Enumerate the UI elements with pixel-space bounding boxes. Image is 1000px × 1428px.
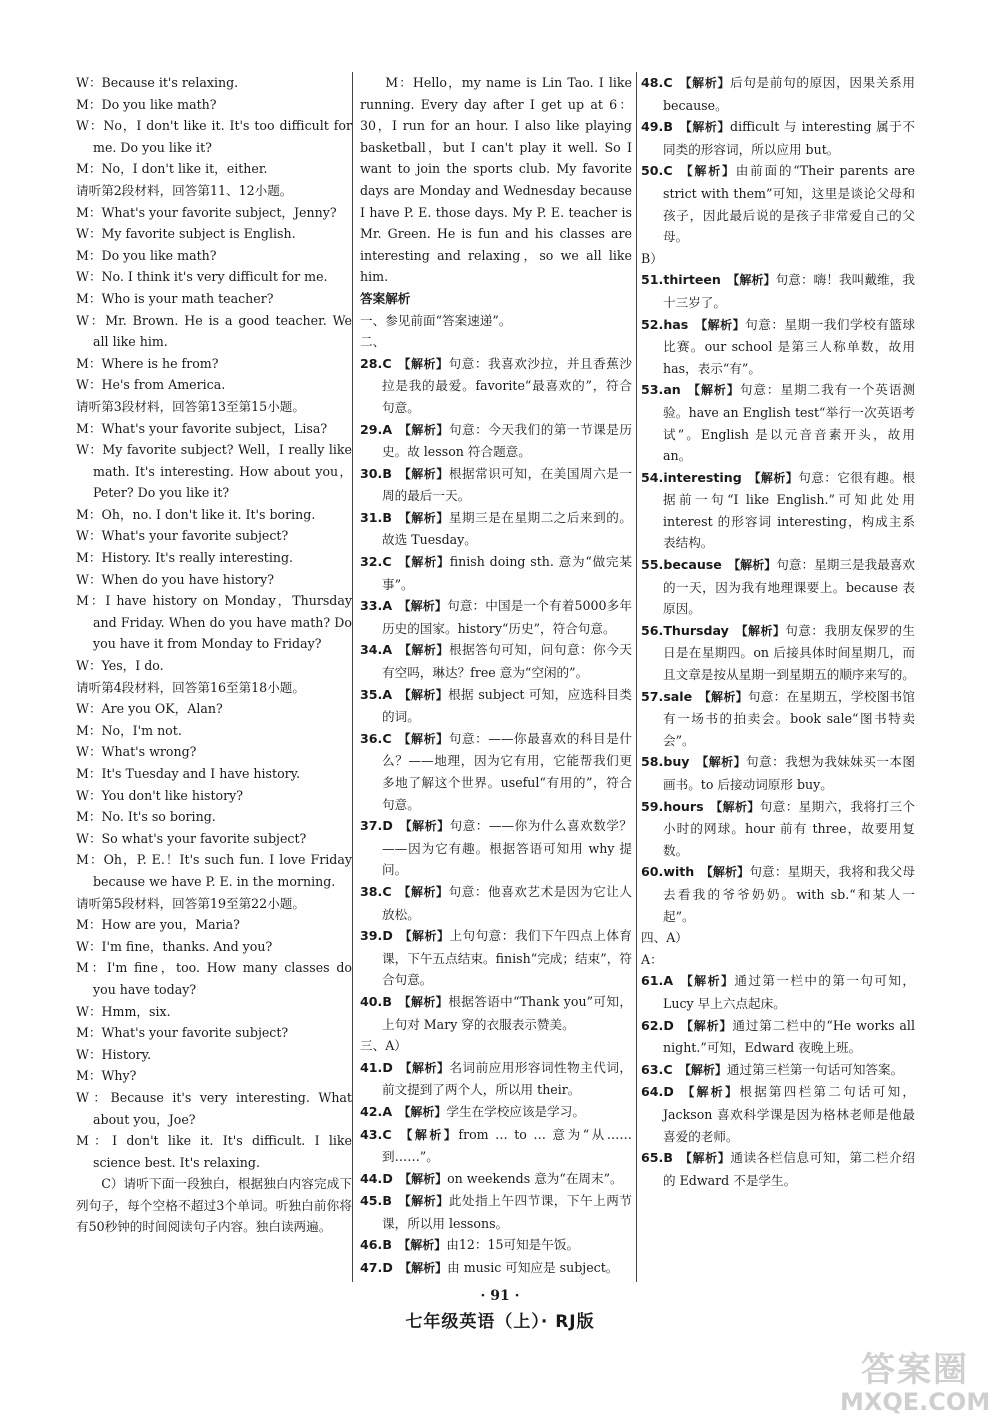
answer-explanation: 根据 subject 可知，应选科目类的词。 xyxy=(382,686,632,725)
dialogue-line: M：Where is he from? xyxy=(76,355,219,371)
answer-number: 50. xyxy=(641,163,664,179)
answer-list-48-50 xyxy=(641,72,915,248)
answer-number: 43. xyxy=(360,1126,383,1142)
answer-explanation: 句意：今天我们的第一节课是历史。故 lesson 符合题意。 xyxy=(382,421,632,460)
dialogue-line: W：What's your favorite subject? xyxy=(76,528,289,544)
dialogue-line: M：Who is your math teacher? xyxy=(76,290,274,306)
answer-number: 59. xyxy=(641,798,664,814)
dialogue-line: M：How are you，Maria? xyxy=(76,917,240,933)
analysis-tag: 【解析】 xyxy=(679,1151,731,1166)
analysis-tag: 【解析】 xyxy=(687,383,740,398)
answer-explanation: 通过第一栏中的第一句可知，Lucy 早上六点起床。 xyxy=(663,973,915,1011)
analysis-tag: 【解析】 xyxy=(398,1194,449,1209)
answer-item xyxy=(360,815,632,881)
book-title: 七年级英语（上）· RJ版 xyxy=(405,1312,595,1332)
answer-explanation: 句意：星期一我们学校有篮球比赛。our school 是第三人称单数，故用 has，表示“有”。 xyxy=(663,316,915,376)
section-instruction: 请听第2段材料，回答第11、12小题。 xyxy=(76,182,293,198)
dialogue-line: M：History. It's really interesting. xyxy=(76,550,294,566)
answer-choice: sale xyxy=(663,688,693,704)
answer-number: 61. xyxy=(641,973,664,989)
analysis-tag: 【解析】 xyxy=(398,599,448,614)
answer-explanation: difficult 与 interesting 属于不同类的形容词，所以应用 but。 xyxy=(663,119,915,157)
dialogue-line: W：No，I don't like it. It's too difficult for me. Do you like it? xyxy=(76,118,352,155)
answer-explanation: 句意：——你为什么喜欢数学？——因为它有趣。根据答语可知用 why 提问。 xyxy=(382,818,632,878)
answer-choice: thirteen xyxy=(663,272,721,288)
dialogue-line: W：Because it's relaxing. xyxy=(76,75,239,90)
answer-item xyxy=(641,1059,915,1082)
answer-number: 56. xyxy=(641,622,664,638)
answer-number: 49. xyxy=(641,119,664,135)
analysis-tag: 【解析】 xyxy=(698,689,748,704)
dialogue-line: M：Do you like math? xyxy=(76,247,217,263)
answer-number: 32. xyxy=(360,554,383,570)
dialogue-line: W：No. I think it's very difficult for me. xyxy=(76,269,328,285)
analysis-tag: 【解析】 xyxy=(397,731,449,746)
answer-item xyxy=(641,796,915,862)
analysis-tag: 【解析】 xyxy=(678,164,736,179)
answer-explanation: from … to … 意为“从……到……”。 xyxy=(382,1126,632,1165)
analysis-tag: 【解析】 xyxy=(700,865,750,880)
analysis-tag: 【解析】 xyxy=(694,317,746,332)
section-two-label: 二、 xyxy=(360,334,386,350)
answer-number: 28. xyxy=(360,355,383,371)
dialogue-line: W：When do you have history? xyxy=(76,571,274,587)
answer-item xyxy=(641,620,915,686)
dialogue-line: M：No，I'm not. xyxy=(76,722,182,738)
answer-item xyxy=(641,970,915,1014)
analysis-tag: 【解析】 xyxy=(398,510,449,525)
answer-explanation: 句意：他喜欢艺术是因为它让人放松。 xyxy=(382,883,632,922)
answer-explanation: 此处指上午四节课，下午上两节课，所以用 lessons。 xyxy=(382,1193,632,1231)
answer-explanation: 根据常识可知，在美国周六是一周的最后一天。 xyxy=(382,465,632,504)
answer-number: 54. xyxy=(641,469,664,485)
section-three-a-label: 三、A） xyxy=(360,1038,407,1054)
answer-explanation: 通过第三栏第一句话可知答案。 xyxy=(726,1061,904,1077)
watermark-bottom-text: MXQE.COM xyxy=(840,1388,991,1416)
answer-item xyxy=(360,728,632,815)
section-instruction: 请听第4段材料，回答第16至第18小题。 xyxy=(76,679,305,695)
answer-item xyxy=(360,925,632,991)
column-divider-left xyxy=(352,72,353,1282)
answer-explanation: 上句句意：我们下午四点上体育课，下午五点结束。finish“完成；结束”，符合句意。 xyxy=(382,928,632,988)
dialogue-line: M：What's your favorite subject? xyxy=(76,1025,289,1041)
answer-explanation: 句意：星期六，我将打三个小时的网球。hour 前有 three，故要用复数。 xyxy=(663,798,915,858)
answer-analysis-heading: 答案解析 xyxy=(360,290,411,306)
answer-choice: D xyxy=(663,1017,674,1033)
dialogue-line: W：I'm fine，thanks. And you? xyxy=(76,938,273,954)
answer-explanation: 句意：嗨！我叫戴维，我十三岁了。 xyxy=(663,272,915,310)
dialogue-line: M：It's Tuesday and I have history. xyxy=(76,766,301,781)
answer-choice: C xyxy=(382,730,392,746)
answer-item xyxy=(641,1147,915,1191)
answer-explanation: 通过第二栏中的“He works all night.”可知，Edward 夜晚上班。 xyxy=(663,1017,915,1056)
answer-choice: C xyxy=(663,1061,673,1077)
analysis-tag: 【解析】 xyxy=(397,1127,459,1142)
column-middle xyxy=(360,72,632,1280)
answer-list-61-65 xyxy=(641,970,915,1191)
answer-explanation: 句意：——你最喜欢的科目是什么？——地理，因为它有用，它能帮我们更多地了解这个世界。useful“有用的”，符合句意。 xyxy=(382,730,632,812)
answer-choice: A xyxy=(382,421,393,437)
dialogue-line: M：Oh，P. E.！It's such fun. I love Friday because we have P. E. in the morning. xyxy=(76,852,352,889)
answer-choice: C xyxy=(663,163,673,179)
analysis-tag: 【解析】 xyxy=(399,1171,448,1186)
answer-explanation: 由12：15可知是午饭。 xyxy=(446,1237,580,1253)
dialogue-line: W：So what's your favorite subject? xyxy=(76,830,307,846)
answer-number: 62. xyxy=(641,1017,664,1033)
dialogue-line: W：Because it's very interesting. What about you，Joe? xyxy=(76,1089,352,1127)
answer-choice: D xyxy=(382,1260,393,1276)
answer-choice: A xyxy=(382,598,393,614)
monologue-text: M：Hello，my name is Lin Tao. I like running. Every day after I get up at 6：30，I run for an hour. I also like playing basketball，but I can't play it well. So I want to join the sports club. My favorite days are Monday and Wednesday because I have P. E. those days. My P. E. teacher is Mr. Green. He is fun and his classes are interesting and relaxing，so we all like him. xyxy=(360,75,632,285)
section-one-note: 一、参见前面“答案速递”。 xyxy=(360,312,512,328)
answer-explanation: 句意：它很有趣。根据前一句“I like English.”可知此处用 interest 的形容词 interesting，构成主系表结构。 xyxy=(663,469,915,551)
answer-choice: C xyxy=(382,1126,392,1142)
answer-choice: B xyxy=(382,1193,392,1209)
answer-explanation: finish doing sth. 意为“做完某事”。 xyxy=(382,554,632,592)
analysis-tag: 【解析】 xyxy=(399,1261,448,1276)
analysis-tag: 【解析】 xyxy=(398,422,449,437)
answer-choice: D xyxy=(382,1170,393,1186)
answer-choice: B xyxy=(382,1237,392,1253)
analysis-tag: 【解析】 xyxy=(398,687,449,702)
dialogue-line: W：Yes，I do. xyxy=(76,658,164,674)
answer-choice: Thursday xyxy=(663,622,729,638)
analysis-tag: 【解析】 xyxy=(680,1018,733,1033)
answer-choice: has xyxy=(663,316,689,332)
column-divider-right xyxy=(636,72,637,1282)
answer-number: 35. xyxy=(360,686,383,702)
answer-item xyxy=(360,595,632,639)
answer-item xyxy=(360,1057,632,1101)
answer-choice: C xyxy=(663,75,673,90)
answer-number: 51. xyxy=(641,272,664,288)
answer-number: 45. xyxy=(360,1193,383,1209)
answer-number: 33. xyxy=(360,598,383,614)
answer-explanation: 根据第四栏第二句话可知，Jackson 喜欢科学课是因为格林老师是他最喜爱的老师。 xyxy=(663,1084,915,1144)
answer-choice: D xyxy=(382,1059,393,1075)
page-number: · 91 · xyxy=(480,1288,520,1304)
analysis-tag: 【解析】 xyxy=(397,884,449,899)
analysis-tag: 【解析】 xyxy=(679,974,735,989)
answer-item xyxy=(360,684,632,728)
answer-choice: D xyxy=(663,1084,674,1100)
answer-item xyxy=(641,686,915,752)
answer-number: 65. xyxy=(641,1150,664,1166)
answer-list-28-40 xyxy=(360,353,632,1035)
answer-item xyxy=(360,507,632,551)
answer-number: 53. xyxy=(641,382,664,398)
answer-explanation: 句意：星期二我有一个英语测验。have an English test“举行一次英语考试”。English 是以元音音素开头，故用 an。 xyxy=(663,382,915,464)
analysis-tag: 【解析】 xyxy=(397,356,449,371)
answer-explanation: on weekends 意为“在周末”。 xyxy=(447,1170,623,1186)
dialogue-line: M：I'm fine，too. How many classes do you have today? xyxy=(76,960,352,997)
answer-item xyxy=(360,419,632,463)
answer-item xyxy=(360,639,632,683)
analysis-tag: 【解析】 xyxy=(679,120,731,135)
analysis-tag: 【解析】 xyxy=(678,76,731,90)
dialogue-line: W：Are you OK，Alan? xyxy=(76,701,223,717)
answer-explanation: 句意：我喜欢沙拉，并且香蕉沙拉是我的最爱。favorite“最喜欢的”，符合句意。 xyxy=(382,355,632,415)
answer-number: 46. xyxy=(360,1237,383,1253)
answer-number: 55. xyxy=(641,557,664,573)
answer-number: 42. xyxy=(360,1103,383,1119)
answer-choice: B xyxy=(382,465,392,481)
dialogue-line: M：No. It's so boring. xyxy=(76,809,216,825)
answer-explanation: 根据答语中“Thank you”可知，上句对 Mary 穿的衣服表示赞美。 xyxy=(382,993,632,1032)
answer-item xyxy=(360,1168,632,1191)
dialogue-line: W：My favorite subject? Well，I really like math. It's interesting. How about you，Peter? Do you like it? xyxy=(76,442,352,501)
analysis-tag: 【解析】 xyxy=(398,1104,447,1119)
section-instruction: 请听第5段材料，回答第19至第22小题。 xyxy=(76,895,305,911)
answer-choice: C xyxy=(382,883,392,899)
analysis-tag: 【解析】 xyxy=(678,1062,727,1077)
dialogue-line: W：My favorite subject is English. xyxy=(76,226,296,242)
answer-item xyxy=(641,314,915,380)
dialogue-line: W：Hmm，six. xyxy=(76,1003,171,1019)
watermark-logo xyxy=(840,1342,990,1422)
analysis-tag: 【解析】 xyxy=(398,994,449,1009)
answer-item xyxy=(641,467,915,554)
answer-item xyxy=(360,551,632,595)
answer-number: 37. xyxy=(360,818,383,834)
analysis-tag: 【解析】 xyxy=(398,1238,447,1253)
answer-choice: buy xyxy=(663,754,690,770)
answer-number: 41. xyxy=(360,1059,383,1075)
answer-explanation: 学生在学校应该是学习。 xyxy=(446,1103,585,1119)
analysis-tag: 【解析】 xyxy=(399,929,450,944)
answer-choice: B xyxy=(382,993,392,1009)
answer-explanation: 句意：星期三是我最喜欢的一天，因为我有地理课要上。because 表原因。 xyxy=(663,557,915,617)
answer-explanation: 句意：我朋友保罗的生日是在星期四。on 后接具体时间星期几，而且文章是按从星期一到星期五的顺序来写的。 xyxy=(663,622,915,683)
answer-choice: D xyxy=(382,928,393,944)
column-left xyxy=(76,72,352,1238)
answer-item xyxy=(360,1257,632,1280)
analysis-tag: 【解析】 xyxy=(398,466,449,481)
answer-number: 38. xyxy=(360,883,383,899)
answer-explanation: 根据答句可知，问句意：你今天有空吗，琳达？free 意为“空闲的”。 xyxy=(382,642,632,681)
answer-number: 63. xyxy=(641,1061,664,1077)
dialogue-line: M：Do you like math? xyxy=(76,96,217,112)
answer-item xyxy=(641,160,915,247)
answer-item xyxy=(641,1081,915,1147)
dialogue-line: M：What's your favorite subject，Jenny? xyxy=(76,204,337,220)
answer-choice: B xyxy=(382,509,392,525)
dialogue-line: M：Why? xyxy=(76,1068,137,1084)
answer-choice: B xyxy=(663,119,673,135)
answer-number: 34. xyxy=(360,642,383,658)
dialogue-line: M：I have history on Monday，Thursday and Friday. When do you have math? Do you have it from Monday to Friday? xyxy=(76,593,352,652)
answer-explanation: 句意：星期天，我将和我父母去看我的爷爷奶奶。with sb.“和某人一起”。 xyxy=(663,864,915,924)
answer-explanation: 句意：在星期五，学校图书馆有一场书的拍卖会。book sale“图书特卖会”。 xyxy=(663,688,915,748)
answer-choice: C xyxy=(382,355,392,371)
analysis-tag: 【解析】 xyxy=(399,1060,450,1075)
answer-choice: A xyxy=(382,686,393,702)
dialogue-line: W：What's wrong? xyxy=(76,744,197,760)
answer-explanation: 通读各栏信息可知，第二栏介绍的 Edward 不是学生。 xyxy=(663,1150,915,1188)
answer-choice: interesting xyxy=(663,469,742,485)
answer-choice: A xyxy=(382,1103,393,1119)
section-instruction: 请听第3段材料，回答第13至第15小题。 xyxy=(76,398,305,414)
answer-choice: A xyxy=(663,973,674,989)
answer-explanation: 由前面的“Their parents are strict with them”可知，这里是谈论父母和孩子，因此最后说的是孩子非常爱自己的父母。 xyxy=(663,163,915,245)
analysis-tag: 【解析】 xyxy=(399,819,450,834)
answer-number: 44. xyxy=(360,1170,383,1186)
answer-item xyxy=(641,861,915,927)
answer-number: 52. xyxy=(641,316,664,332)
answer-number: 30. xyxy=(360,465,383,481)
dialogue-line: M：I don't like it. It's difficult. I like science best. It's relaxing. xyxy=(76,1133,352,1170)
answer-choice: because xyxy=(663,557,722,573)
analysis-tag: 【解析】 xyxy=(680,1085,740,1100)
answer-explanation: 后句是前句的原因，因果关系用 because。 xyxy=(663,75,915,113)
answer-choice: A xyxy=(382,642,393,658)
answer-explanation: 由 music 可知应是 subject。 xyxy=(447,1260,619,1276)
answer-number: 60. xyxy=(641,864,664,880)
answer-number: 40. xyxy=(360,993,383,1009)
answer-item xyxy=(360,463,632,507)
answer-item xyxy=(360,991,632,1035)
answer-item xyxy=(641,72,915,116)
answer-item xyxy=(641,554,915,620)
dialogue-line: M：Oh，no. I don't like it. It's boring. xyxy=(76,506,316,522)
answer-item xyxy=(641,116,915,160)
section-c-instruction: C）请听下面一段独白，根据独白内容完成下列句子，每个空格不超过3个单词。听独白前你将有50秒钟的时间阅读句子内容。独白读两遍。 xyxy=(76,1176,352,1235)
answer-item xyxy=(641,751,915,795)
answer-choice: D xyxy=(382,818,393,834)
answer-choice: hours xyxy=(663,798,704,814)
dialogue-line: W：Mr. Brown. He is a good teacher. We all like him. xyxy=(76,312,352,350)
answer-list-41-47 xyxy=(360,1057,632,1280)
answer-item xyxy=(360,1190,632,1234)
answer-item xyxy=(641,379,915,466)
answer-item xyxy=(641,269,915,313)
dialogue-line: M：No，I don't like it，either. xyxy=(76,161,268,177)
answer-explanation: 星期三是在星期二之后来到的。故选 Tuesday。 xyxy=(382,509,632,548)
answer-item xyxy=(360,1234,632,1257)
section-four-a-label: 四、A） xyxy=(641,930,688,946)
answer-list-51-60 xyxy=(641,269,915,927)
answer-number: 58. xyxy=(641,754,664,770)
answer-choice: C xyxy=(382,554,392,570)
analysis-tag: 【解析】 xyxy=(398,643,449,658)
answer-number: 31. xyxy=(360,509,383,525)
dialogue-line: M：What's your favorite subject，Lisa? xyxy=(76,420,328,436)
answer-item xyxy=(360,353,632,419)
answer-number: 48. xyxy=(641,75,664,90)
answer-number: 57. xyxy=(641,688,664,704)
answer-number: 29. xyxy=(360,421,383,437)
passage-a-label: A： xyxy=(641,951,663,967)
answer-explanation: 句意：中国是一个有着5000多年历史的国家。history“历史”，符合句意。 xyxy=(382,598,632,636)
answer-choice: B xyxy=(663,1150,673,1166)
dialogue-line: W：He's from America. xyxy=(76,377,226,393)
section-b-label: B） xyxy=(641,250,663,266)
watermark-top-text: 答案圈 xyxy=(861,1350,969,1390)
analysis-tag: 【解析】 xyxy=(397,555,450,570)
answer-item xyxy=(360,881,632,925)
answer-explanation: 名词前应用形容词性物主代词，前文提到了两个人，所以用 their。 xyxy=(382,1059,632,1098)
dialogue-line: W：History. xyxy=(76,1046,152,1062)
analysis-tag: 【解析】 xyxy=(735,623,786,638)
dialogue-line: W：You don't like history? xyxy=(76,787,244,803)
answer-number: 36. xyxy=(360,730,383,746)
analysis-tag: 【解析】 xyxy=(728,558,777,573)
analysis-tag: 【解析】 xyxy=(709,799,760,814)
answer-choice: an xyxy=(663,382,681,398)
answer-number: 39. xyxy=(360,928,383,944)
answer-number: 47. xyxy=(360,1260,383,1276)
answer-number: 64. xyxy=(641,1084,664,1100)
analysis-tag: 【解析】 xyxy=(748,470,799,485)
answer-item xyxy=(641,1015,915,1059)
analysis-tag: 【解析】 xyxy=(695,755,747,770)
column-right xyxy=(641,72,915,1191)
answer-choice: with xyxy=(663,864,695,880)
answer-item xyxy=(360,1101,632,1124)
answer-item xyxy=(360,1124,632,1168)
analysis-tag: 【解析】 xyxy=(727,273,776,288)
answer-explanation: 句意：我想为我妹妹买一本图画书。to 后接动词原形 buy。 xyxy=(663,754,915,792)
